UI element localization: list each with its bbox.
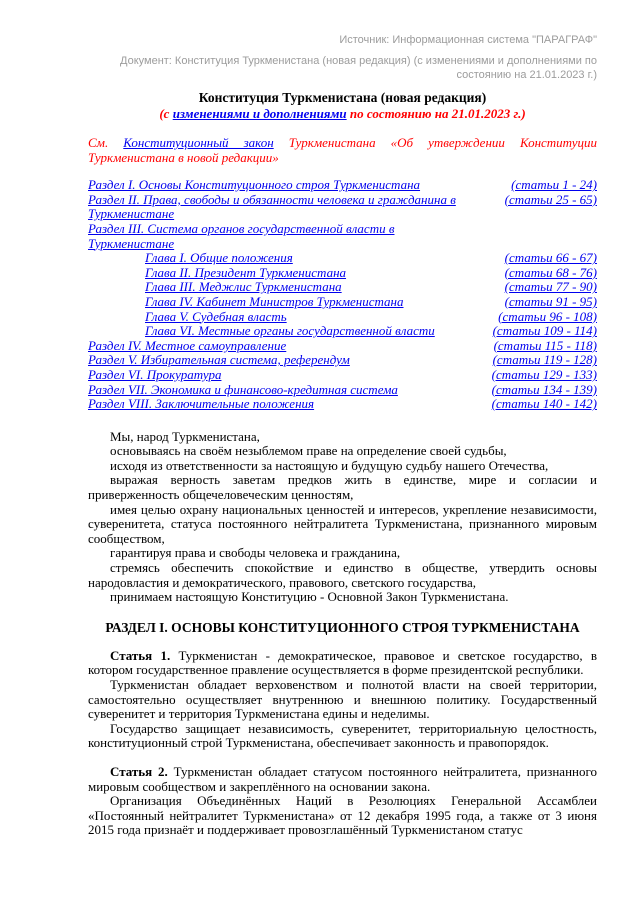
see-also-prefix: См.: [88, 135, 124, 150]
preamble-paragraph: выражая верность заветам предков жить в единстве, мире и согласии и приверженность общечеловеческим ценностям,: [88, 472, 597, 503]
revision-note-suffix: по состоянию на 21.01.2023 г.): [346, 106, 526, 121]
preamble-paragraph: Мы, народ Туркменистана,: [110, 428, 260, 444]
preamble-paragraph: стремясь обеспечить спокойствие и единство в обществе, утвердить основы народовластия и демократического, правового, светского государства,: [88, 560, 597, 590]
article-text: Туркменистан обладает статусом постоянного нейтралитета, признанного мировым сообществом и закреплённого на основании закона.: [88, 763, 597, 794]
toc-row: [88, 251, 597, 266]
toc-articles-range-link[interactable]: (статьи 91 - 95): [504, 293, 597, 309]
article-number: Статья 1.: [110, 647, 171, 663]
toc-item-link[interactable]: Раздел VII. Экономика и финансово-кредитная система: [88, 381, 398, 397]
article-paragraph: [88, 765, 597, 794]
toc-item-link[interactable]: Раздел VIII. Заключительные положения: [88, 396, 315, 412]
article-1: [88, 649, 597, 751]
see-also-note: [88, 136, 597, 165]
article-number: Статья 2.: [110, 763, 168, 779]
toc-item-link[interactable]: Раздел V. Избирательная система, референдум: [88, 352, 350, 368]
toc-item-link[interactable]: Раздел II. Права, свободы и обязанности человека и гражданина в Туркменистане: [88, 191, 456, 222]
preamble-paragraph: принимаем настоящую Конституцию - Основной Закон Туркменистана.: [110, 589, 509, 605]
toc-item-link[interactable]: Глава IV. Кабинет Министров Туркменистана: [145, 293, 404, 309]
toc-item-link[interactable]: Глава V. Судебная власть: [145, 308, 287, 324]
preamble: [88, 430, 597, 605]
document-info: Документ: Конституция Туркменистана (новая редакция) (с изменениями и дополнениями по состоянию на 21.01.2023 г.): [120, 55, 597, 81]
article-text: Туркменистан - демократическое, правовое и светское государство, в котором государственное правление осуществляется в форме президентской республики.: [88, 647, 597, 678]
toc-articles-range-link[interactable]: (статьи 1 - 24): [511, 177, 597, 193]
toc-articles-range-link[interactable]: (статьи 115 - 118): [493, 337, 597, 353]
toc-item-link[interactable]: Глава I. Общие положения: [145, 250, 293, 266]
toc-item-link[interactable]: Раздел I. Основы Конституционного строя Туркменистана: [88, 177, 421, 193]
toc-row: [88, 222, 597, 251]
article-paragraph: Туркменистан обладает верховенством и полнотой власти на своей территории, самостоятельно осуществляет внутреннюю и внешнюю политику. Государственный суверенитет и территория Туркменистана едины и неделимы.: [88, 677, 597, 722]
toc-row: [88, 339, 597, 354]
toc-row: [88, 397, 597, 412]
section-heading: РАЗДЕЛ I. ОСНОВЫ КОНСТИТУЦИОННОГО СТРОЯ ТУРКМЕНИСТАНА: [105, 619, 580, 635]
toc-item-link[interactable]: Раздел IV. Местное самоуправление: [88, 337, 287, 353]
toc-row: [88, 178, 597, 193]
toc-row: [88, 280, 597, 295]
toc-row: [88, 353, 597, 368]
preamble-paragraph: гарантируя права и свободы человека и гражданина,: [110, 545, 401, 561]
article-paragraph: [88, 649, 597, 678]
toc-row: [88, 295, 597, 310]
preamble-paragraph: исходя из ответственности за настоящую и будущую судьбу нашего Отечества,: [110, 457, 549, 473]
toc-articles-range-link[interactable]: (статьи 119 - 128): [492, 352, 597, 368]
preamble-paragraph: основываясь на своём незыблемом праве на определение своей судьбы,: [110, 443, 507, 459]
article-2: [88, 765, 597, 838]
toc-item-link[interactable]: Глава VI. Местные органы государственной власти: [145, 323, 435, 339]
toc-item-link[interactable]: Глава III. Меджлис Туркменистана: [145, 279, 342, 295]
toc-row: [88, 193, 597, 222]
toc-item-link[interactable]: Раздел III. Система органов государственной власти в Туркменистане: [88, 220, 395, 251]
revision-note-prefix: (с: [159, 106, 173, 121]
toc-articles-range-link[interactable]: (статьи 66 - 67): [504, 250, 597, 266]
preamble-paragraph: имея целью охрану национальных ценностей и интересов, укрепление независимости, суверенитета, статуса постоянного нейтралитета Туркменистана, признанного мировым сообществом,: [88, 501, 597, 546]
table-of-contents: [88, 178, 597, 412]
toc-row: [88, 383, 597, 398]
document-title: Конституция Туркменистана (новая редакция): [198, 90, 487, 105]
revision-note: [88, 106, 597, 121]
article-paragraph: Государство защищает независимость, суверенитет, территориальную целостность, конституционный строй Туркменистана, обеспечивает законность и правопорядок.: [88, 720, 597, 751]
toc-row: [88, 324, 597, 339]
amendments-link[interactable]: изменениями и дополнениями: [172, 106, 347, 121]
toc-row: [88, 368, 597, 383]
source-info: Источник: Информационная система "ПАРАГРАФ": [339, 34, 597, 46]
constitutional-law-link[interactable]: Конституционный закон: [123, 135, 274, 150]
toc-articles-range-link[interactable]: (статьи 25 - 65): [504, 191, 597, 207]
toc-articles-range-link[interactable]: (статьи 77 - 90): [504, 279, 597, 295]
toc-articles-range-link[interactable]: (статьи 129 - 133): [491, 366, 597, 382]
toc-articles-range-link[interactable]: (статьи 140 - 142): [491, 396, 597, 412]
article-paragraph: Организация Объединённых Наций в Резолюциях Генеральной Ассамблеи «Постоянный нейтралитет Туркменистана» от 12 декабря 1995 года, а также от 3 июня 2015 года признаёт и поддерживает провозглашённый Туркменистаном статус: [88, 793, 597, 838]
toc-articles-range-link[interactable]: (статьи 68 - 76): [504, 264, 597, 280]
toc-item-link[interactable]: Глава II. Президент Туркменистана: [145, 264, 347, 280]
see-also-suffix: Туркменистана «Об утверждении Конституции Туркменистана в новой редакции»: [88, 135, 598, 165]
document-meta: [88, 33, 597, 82]
toc-articles-range-link[interactable]: (статьи 134 - 139): [491, 381, 597, 397]
toc-row: [88, 266, 597, 281]
toc-articles-range-link[interactable]: (статьи 96 - 108): [498, 308, 597, 324]
toc-row: [88, 310, 597, 325]
toc-articles-range-link[interactable]: (статьи 109 - 114): [492, 323, 597, 339]
toc-item-link[interactable]: Раздел VI. Прокуратура: [88, 366, 222, 382]
